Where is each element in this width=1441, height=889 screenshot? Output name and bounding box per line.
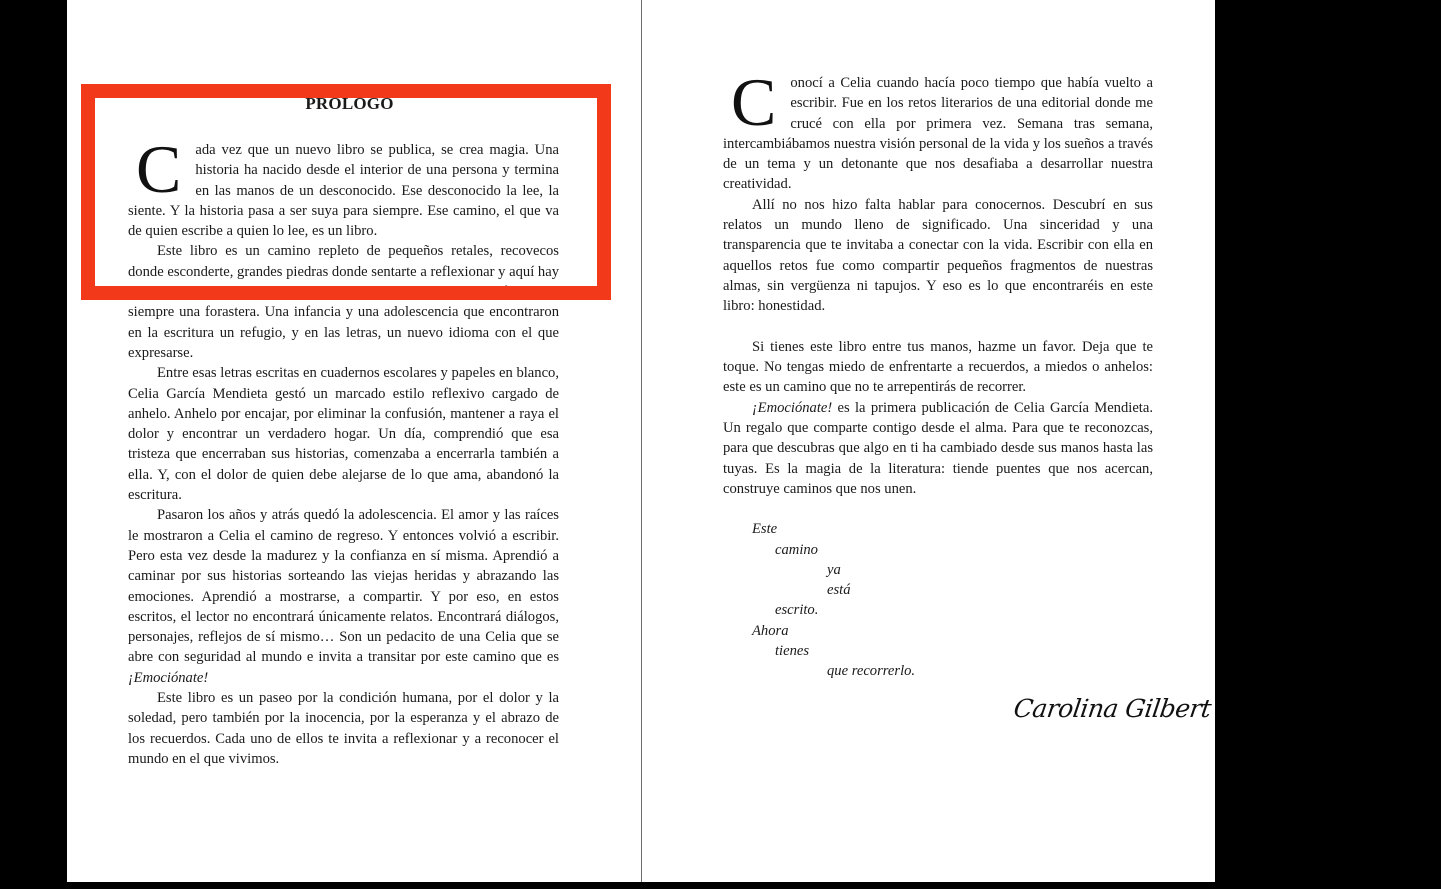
paragraph: Este libro es un paseo por la condición humana, por el dolor y la soledad, pero también por la inocencia, por la esperanza y el abrazo de los recuerdos. Cada uno de ellos te invita a reflexionar y a reconocer el mundo en el que vivimos. (128, 690, 559, 767)
highlight-box (81, 84, 611, 300)
author-signature: Carolina Gilbert (1011, 694, 1213, 723)
poem (723, 519, 1153, 681)
poem-line: camino (775, 541, 818, 558)
paragraph: Pasaron los años y atrás quedó la adolescencia. El amor y las raíces le mostraron a Celia el camino de regreso. Y entonces volvió a escribir. Pero esta vez desde la madurez y la confianza en sí misma. Aprendió a caminar por sus historias sorteando las viejas heridas y abrazando las emociones. Aprendió a mostrarse, a compartir. Y por eso, en estos escritos, el lector no encontrará únicamente relatos. Encontrará diálogos, personajes, reflejos de sí mismo… Son un pedacito de una Celia que se abre con seguridad al mundo e invita a transitar por este camino que es ¡Emociónate! (128, 507, 559, 686)
poem-line: Ahora (752, 622, 789, 639)
poem-line: ya (827, 561, 841, 578)
paragraph: Cada vez que un nuevo libro se publica, se crea magia. Una historia ha nacido desde el interior de una persona y termina en las manos de un desconocido. Ese desconocido la lee, la siente. Y la historia pasa a ser suya para siempre. Ese camino, el que va de quien escribe a quien lo lee, es un libro. (128, 131, 559, 240)
paragraph: Conocí a Celia cuando hacía poco tiempo que había vuelto a escribir. Fue en los retos literarios de una editorial donde me crucé con ella por primera vez. Semana tras semana, intercambiábamos nuestra visión personal de la vida y los sueños a través de un tema y un detonante que nos desafiaba a desarrollar nuestra creatividad. (723, 64, 1153, 193)
paragraph: Entre esas letras escritas en cuadernos escolares y papeles en blanco, Celia García Mendieta gestó un marcado estilo reflexivo cargado de anhelo. Anhelo por encajar, por eliminar la confusión, mantener a raya el dolor y encontrar un verdadero hogar. Un día, comprendió que esa tristeza que encerraban sus historias, comenzaba a encerrarla también a ella. Y, con el dolor de quien debe alejarse de lo que ama, abandonó la escritura. (128, 365, 559, 504)
drop-cap: C (136, 131, 182, 207)
page-title: PROLOGO (305, 94, 394, 113)
poem-line: escrito. (775, 602, 819, 619)
paragraph: Allí no nos hizo falta hablar para conocernos. Descubrí en sus relatos un mundo lleno de significado. Una sinceridad y una transparencia que te invitaba a conectar con la vida. Escribir con ella en aquellos retos fue como compartir pequeños fragmentos de nuestras almas, sin vergüenza ni tapujos. Y eso es lo que encontraréis en este libro: honestidad. (723, 196, 1153, 315)
paragraph: Si tienes este libro entre tus manos, hazme un favor. Deja que te toque. No tengas miedo de enfrentarte a recuerdos, a miedos o anhelos: este es un camino que no te arrepentirás de recorrer. (723, 338, 1153, 396)
poem-line: Este (752, 521, 778, 538)
right-page (642, 0, 1215, 882)
poem-line: tienes (775, 643, 810, 660)
paragraph: ¡Emociónate! es la primera publicación de Celia García Mendieta. Un regalo que comparte contigo desde el alma. Para que te reconozcas, para que descubras que algo en ti ha cambiado desde sus manos hasta las tuyas. Es la magia de la literatura: tiende puentes que nos acercan, construye caminos que nos unen. (723, 399, 1153, 497)
poem-line: que recorrerlo. (827, 663, 916, 680)
paragraph: Este libro es un camino repleto de pequeños retales, recovecos donde esconderte, grandes piedras donde sentarte a reflexionar y aquí hay parte de una niñez marcada por el desarraigo, por la sensación de ser siempre una forastera. Una infancia y una adolescencia que encontraron en la escritura un refugio, y en las letras, un nuevo idioma con el que expresarse. (128, 243, 559, 361)
drop-cap: C (731, 64, 777, 140)
foreword-text (723, 64, 1153, 682)
poem-line: está (827, 582, 851, 599)
